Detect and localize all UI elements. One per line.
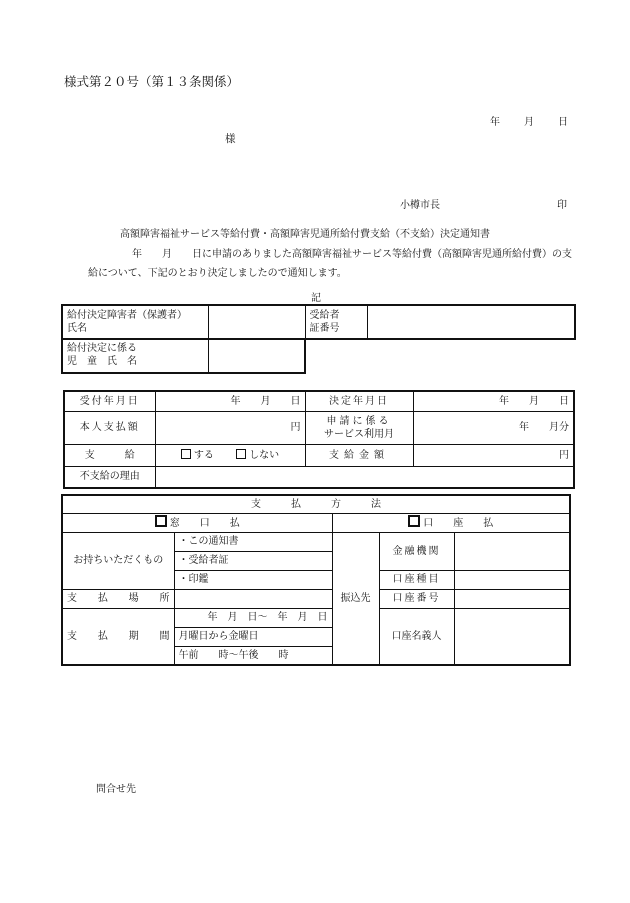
child-table — [61, 338, 306, 374]
service-month-field[interactable]: 年 月分 — [413, 411, 574, 444]
self-pay-field[interactable]: 円 — [155, 411, 305, 444]
amount-field[interactable]: 円 — [413, 444, 574, 466]
bring-item-3: ・印鑑 — [174, 570, 332, 589]
account-no-label: 口座番号 — [379, 589, 454, 608]
checkbox-icon — [181, 449, 191, 459]
bank-label: 金融機関 — [379, 532, 454, 570]
opt-no-checkbox[interactable] — [236, 450, 279, 461]
applicant-table — [61, 304, 576, 340]
period-label: 支 払 期 間 — [62, 608, 174, 665]
service-month-label-cell — [305, 411, 413, 444]
child-label-1: 給付決定に係る — [67, 343, 137, 355]
account-type-label: 口座種目 — [379, 570, 454, 589]
recipient-honorific: 様 — [225, 133, 236, 145]
recipient-no-field[interactable] — [367, 305, 575, 339]
notice-title: 高額障害福祉サービス等給付費・高額障害児通所給付費支給（不支給）決定通知書 — [120, 229, 490, 240]
period-hours[interactable]: 午前 時～午後 時 — [174, 646, 332, 665]
child-label-2: 児 童 氏 名 — [67, 356, 137, 368]
issue-date — [490, 113, 568, 128]
period-dates[interactable]: 年 月 日～ 年 月 日 — [174, 608, 332, 627]
issuer-name: 小樽市長 — [400, 200, 440, 211]
name-label: 氏名 — [67, 323, 87, 334]
bring-label: お持ちいただくもの — [62, 532, 174, 589]
checkbox-icon — [155, 515, 167, 527]
amount-label: 支給金額 — [305, 444, 413, 466]
recipient-no-label-cell — [305, 305, 367, 339]
self-pay-label: 本人支払額 — [64, 411, 155, 444]
opt-no-label: しない — [249, 449, 280, 461]
account-payment-option[interactable] — [332, 513, 570, 532]
transfer-label: 振込先 — [332, 532, 379, 665]
seal-mark: 印 — [557, 200, 567, 211]
notice-body: 年 月 日に申請のありました高額障害福祉サービス等給付費（高額障害児通所給付費）の支給について、下記のとおり決定しましたので通知します。 — [88, 249, 572, 279]
checkbox-icon — [408, 515, 420, 527]
payment-label: 支 給 — [64, 444, 155, 466]
account-no-field[interactable] — [454, 589, 570, 608]
decision-date-field[interactable]: 年 月 日 — [413, 391, 574, 411]
payment-method-header: 支 払 方 法 — [62, 495, 570, 513]
date-year: 年 — [490, 117, 500, 128]
account-payment-label: 口 座 払 — [423, 518, 494, 529]
child-label-cell — [62, 339, 208, 373]
bring-item-2: ・受給者証 — [174, 551, 332, 570]
opt-yes-label: する — [193, 449, 214, 461]
payment-method-table — [61, 494, 571, 666]
place-field[interactable] — [174, 589, 332, 608]
received-date-field[interactable]: 年 月 日 — [155, 391, 305, 411]
date-month: 月 — [524, 117, 534, 128]
date-day: 日 — [558, 117, 568, 128]
service-month-label-1: 申請に係る — [326, 415, 392, 427]
decision-table — [63, 390, 575, 489]
payment-options — [155, 444, 305, 466]
received-date-label: 受付年月日 — [64, 391, 155, 411]
guardian-label-cell — [62, 305, 208, 339]
reason-label: 不支給の理由 — [64, 466, 155, 488]
window-payment-option[interactable] — [62, 513, 332, 532]
guardian-name-field[interactable] — [208, 305, 305, 339]
account-type-field[interactable] — [454, 570, 570, 589]
decision-date-label: 決定年月日 — [305, 391, 413, 411]
contact-label: 問合せ先 — [96, 784, 136, 795]
bring-item-1: ・この通知書 — [174, 532, 332, 551]
opt-yes-checkbox[interactable] — [181, 450, 214, 461]
account-name-label: 口座名義人 — [379, 608, 454, 665]
checkbox-icon — [236, 449, 246, 459]
child-name-field[interactable] — [208, 339, 305, 373]
guardian-label: 給付決定障害者（保護者） — [67, 310, 187, 321]
account-name-field[interactable] — [454, 608, 570, 665]
service-month-label-2: サービス利用月 — [324, 428, 394, 440]
recipient-no-label-2: 証番号 — [309, 323, 340, 334]
bank-field[interactable] — [454, 532, 570, 570]
reason-field[interactable] — [155, 466, 574, 488]
window-payment-label: 窓 口 払 — [169, 518, 240, 529]
period-days: 月曜日から金曜日 — [174, 627, 332, 646]
form-number: 様式第２０号（第１３条関係） — [64, 74, 240, 89]
place-label: 支 払 場 所 — [62, 589, 174, 608]
recipient-no-label-1: 受給者 — [309, 310, 340, 321]
ki-marker: 記 — [311, 293, 321, 304]
